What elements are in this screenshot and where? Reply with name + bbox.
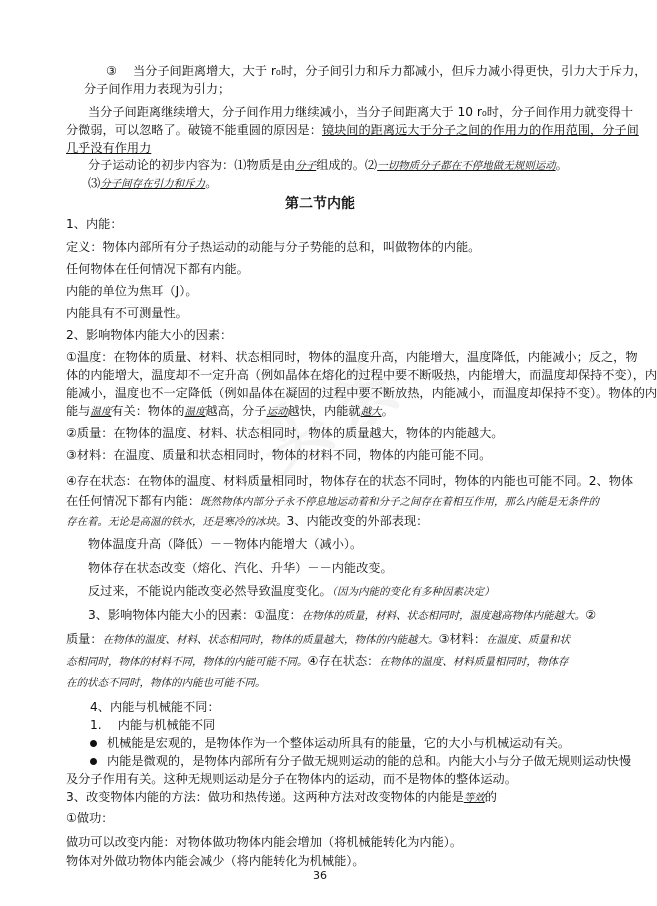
text-line: 能与温度有关：物体的温度越高，分子运动越快，内能就越大。 bbox=[66, 404, 394, 418]
text-line: 定义：物体内部所有分子热运动的动能与分子势能的总和，叫做物体的内能。 bbox=[66, 240, 481, 254]
text-line: ①做功： bbox=[66, 811, 114, 825]
text-line: 内能的单位为焦耳（J）。 bbox=[66, 284, 198, 298]
bullet-icon bbox=[90, 758, 97, 765]
text-line: 任何物体在任何情况下都有内能。 bbox=[66, 262, 249, 276]
text-line: 做功可以改变内能：对物体做功物体内能会增加（将机械能转化为内能）。 bbox=[66, 835, 463, 849]
text-line: ④存在状态：在物体的温度、材料质量相同时，物体存在的状态不同时，物体的内能也可能不同。2、物体 bbox=[66, 474, 634, 488]
text-line: 存在着。无论是高温的铁水，还是寒冷的冰块。3、内能改变的外部表现： bbox=[66, 514, 429, 528]
text-line: ①温度：在物体的质量、材料、状态相同时，物体的温度升高，内能增大，温度降低，内能减小；反之，物 bbox=[66, 350, 638, 364]
text-line: 2、影响物体内能大小的因素： bbox=[66, 328, 233, 342]
text-line: 1. 内能与机械能不同 bbox=[90, 718, 216, 732]
text-line: 及分子作用有关。这种无规则运动是分子在物体内的运动，而不是物体的整体运动。 bbox=[66, 772, 517, 786]
text-line: 分微弱，可以忽略了。破镜不能重圆的原因是：镜块间的距离远大于分子之间的作用力的作用范围，分子间 bbox=[66, 123, 639, 137]
text-line: 物体对外做功物体内能会减少（将内能转化为机械能）。 bbox=[66, 854, 365, 868]
text-line: ②质量：在物体的温度、材料、状态相同时，物体的质量越大，物体的内能越大。 bbox=[66, 426, 504, 440]
bullet-icon bbox=[90, 740, 97, 747]
text-line: 几乎没有作用力 bbox=[66, 141, 152, 155]
text-line: 在的状态不同时，物体的内能也可能不同。 bbox=[66, 677, 266, 689]
section-title: 第二节内能 bbox=[285, 196, 355, 212]
text-line: 分子运动论的初步内容为：⑴物质是由分子组成的。⑵一切物质分子都在不停地做无规则运动。 bbox=[88, 158, 568, 172]
text-line: 内能是微观的，是物体内部所有分子做无规则运动的能的总和。内能大小与分子做无规则运动快慢 bbox=[90, 752, 600, 770]
text-line: 内能具有不可测量性。 bbox=[66, 306, 188, 320]
text-line: ③ 当分子间距离增大，大于 r₀时，分子间引力和斥力都减小，但斥力减小得更快，引力大于斥力， bbox=[106, 64, 647, 78]
text-line: 体的内能增大，温度却不一定升高（例如晶体在熔化的过程中要不断吸热，内能增大，而温度却保持不变），内 bbox=[66, 368, 657, 382]
text-line: 在任何情况下都有内能：既然物体内部分子永不停息地运动着和分子之间存在着相互作用，那么内能是无条件的 bbox=[66, 494, 600, 508]
text-line: 3、改变物体内能的方法：做功和热传递。这两种方法对改变物体的内能是等效的 bbox=[66, 790, 497, 804]
text-line: 能减小，温度也不一定降低（例如晶体在凝固的过程中要不断放热，内能减小，而温度却保持不变）。物体的内 bbox=[66, 386, 657, 400]
page-number: 36 bbox=[313, 869, 327, 882]
text-line: ⑶分子间存在引力和斥力。 bbox=[88, 176, 218, 190]
text-line: 分子间作用力表现为引力； bbox=[84, 82, 231, 96]
text-line: 4、内能与机械能不同： bbox=[90, 700, 220, 714]
text-line: ③材料：在温度、质量和状态相同时，物体的材料不同，物体的内能可能不同。 bbox=[66, 448, 492, 462]
text-line: 机械能是宏观的，是物体作为一个整体运动所具有的能量，它的大小与机械运动有关。 bbox=[90, 734, 600, 752]
text-line: 物体温度升高（降低）－－物体内能增大（减小）。 bbox=[88, 537, 363, 551]
text-line: 质量：在物体的温度、材料、状态相同时，物体的质量越大，物体的内能越大。③材料：在温度、质量和状 bbox=[66, 632, 571, 646]
text-line: 3、影响物体内能大小的因素：①温度：在物体的质量，材料、状态相同时，温度越高物体内能越大。② bbox=[88, 608, 597, 622]
text-line: 态相同时，物体的材料不同，物体的内能可能不同。④存在状态：在物体的温度、材料质量相同时，物体存 bbox=[66, 654, 569, 668]
text-line: 物体存在状态改变（熔化、汽化、升华）－－内能改变。 bbox=[88, 561, 393, 575]
text-line: 1、内能： bbox=[66, 217, 123, 231]
text-line: 当分子间距离继续增大，分子间作用力继续减小，当分子间距离大于 10 r₀时，分子间作用力就变得十 bbox=[88, 105, 634, 119]
text-line: 反过来，不能说内能改变必然导致温度变化。（因为内能的变化有多种因素决定） bbox=[88, 584, 495, 598]
